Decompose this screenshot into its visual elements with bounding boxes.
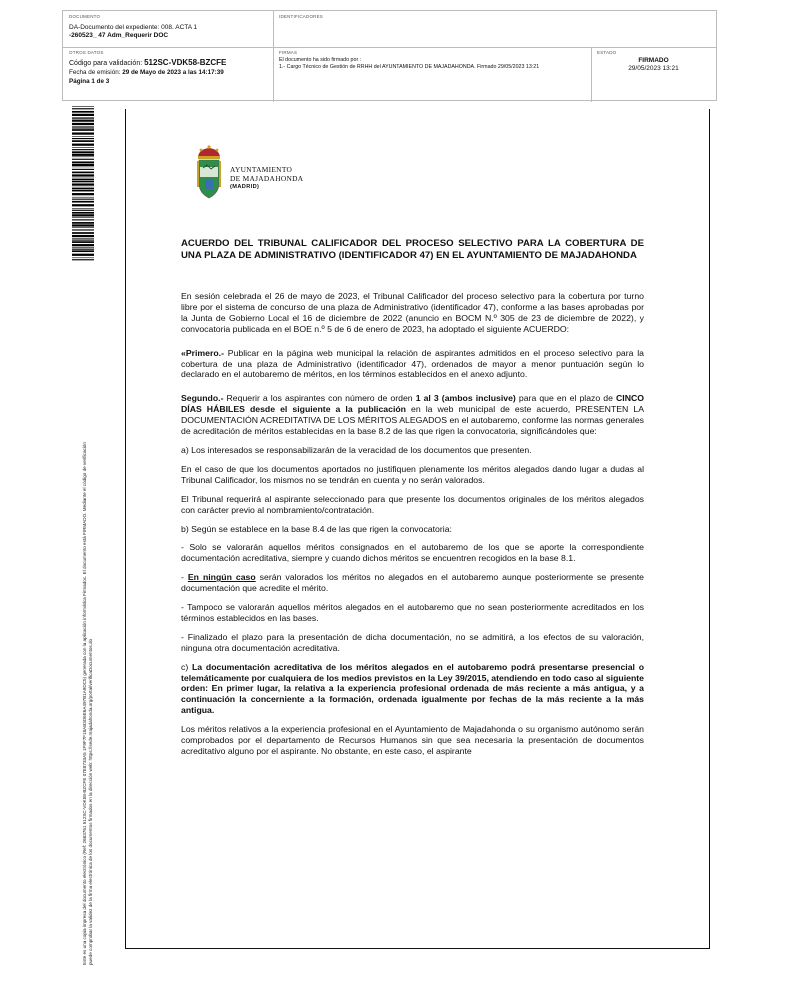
page-number: Página 1 de 3 bbox=[69, 78, 110, 85]
org-line-2: DE MAJADAHONDA bbox=[230, 174, 304, 184]
verification-line-1: Este es una copia impresa del documento electrónico (Ref: 2683761 512SC-VDK58-BZCFE 07E8733A5 1F9F7F18AB3D6E6A497B1A9DC5) generada con la aplicación informática Firmadoc. El documento está FIRMADO. Mediante el código de verificación bbox=[82, 442, 87, 965]
paragraph-c bbox=[181, 662, 644, 717]
otros-datos-cell bbox=[63, 47, 273, 89]
c-prefix: c) bbox=[181, 661, 192, 672]
segundo-bold-2: CINCO DÍAS HÁBILES desde el siguiente a la publicación bbox=[181, 393, 644, 415]
codigo-prefix: Código para validación: bbox=[69, 60, 145, 67]
primero-label: «Primero.- bbox=[181, 347, 224, 358]
paragraph-a: a) Los interesados se responsabilizarán de la veracidad de los documentos que presenten. bbox=[181, 444, 532, 455]
signature-header-box bbox=[62, 10, 717, 101]
paragraph-solo: - Solo se valorarán aquellos méritos consignados en el autobaremo de los que se aporte la correspondiente documentación acreditativa, siempre y cuando dichos méritos se encuentren recogidos en la base 8.1. bbox=[181, 542, 644, 564]
paragraph-tampoco: - Tampoco se valorarán aquellos méritos alegados en el autobaremo que no sean posteriormente acreditados en los términos establecidos en las bases. bbox=[181, 602, 644, 623]
fecha-prefix: Fecha de emisión: bbox=[69, 69, 123, 76]
identificadores-label: IDENTIFICADORES bbox=[279, 14, 324, 19]
firmas-line-1: El documento ha sido firmado por : bbox=[279, 57, 362, 63]
document-title: ACUERDO DEL TRIBUNAL CALIFICADOR DEL PROCESO SELECTIVO PARA LA COBERTURA DE UNA PLAZA DE ADMINISTRATIVO (IDENTIFICADOR 47) EN EL AYUNTAMIENTO DE MAJADAHONDA bbox=[181, 238, 644, 261]
ningun-text: serán valorados los méritos no alegados en el autobaremo aunque posteriormente se presente documentación que acredite el mérito. bbox=[181, 572, 644, 594]
documento-value-line-1: DA-Documento del expediente: 008. ACTA 1 bbox=[69, 24, 198, 31]
estado-cell bbox=[591, 47, 716, 76]
org-line-1: AYUNTAMIENTO bbox=[230, 165, 293, 174]
ningun-underlined: En ningún caso bbox=[187, 572, 256, 583]
paragraph-tribunal: El Tribunal requerirá al aspirante seleccionado para que presente los documentos originales de los méritos alegados con carácter previo al nombramiento/contratación. bbox=[181, 493, 644, 515]
coat-of-arms-icon bbox=[193, 143, 225, 205]
segundo-text-1: Requerir a los aspirantes con número de orden bbox=[223, 393, 416, 404]
segundo-text-3: en la web municipal de este acuerdo, PRESENTEN LA DOCUMENTACIÓN ACREDITATIVA DE LOS MÉRITOS ALEGADOS en el autobaremo, conforme las normas generales de acreditación de méritos establecidas en la base 8.2 de las que rigen la convocatoria, significándoles que: bbox=[181, 404, 644, 437]
emission-date: 29 de Mayo de 2023 a las 14:17:39 bbox=[122, 69, 224, 76]
identificadores-cell bbox=[273, 11, 591, 22]
c-bold-text: La documentación acreditativa de los méritos alegados en el autobaremo podrá presentarse presencial o telemáticamente por cualquiera de los medios previstos en la Ley 39/2015, atendiendo en todo caso al siguiente orden: En primer lugar, la relativa a la experiencia profesional ordenada de más reciente a más antigua, y a continuación la concerniente a la formación, ordenada igualmente por fechas de la más reciente a la más antigua. bbox=[181, 661, 644, 716]
paragraph-meritos: Los méritos relativos a la experiencia profesional en el Ayuntamiento de Majadahonda o su organismo autónomo serán comprobados por el departamento de Recursos Humanos sin que sea necesaria la presentación de documentos acreditativo alguno por el aspirante. No obstante, en este caso, el aspirante bbox=[181, 724, 644, 756]
document-body bbox=[181, 238, 644, 765]
barcode-icon bbox=[72, 106, 94, 261]
firmas-line-2: 1.- Cargo Técnico de Gestión de RRHH del AYUNTAMIENTO DE MAJADAHONDA. Firmado 29/05/2023 13:21 bbox=[279, 64, 540, 70]
verification-side-text bbox=[82, 275, 95, 965]
paragraph-ningun-caso bbox=[181, 572, 644, 594]
primero-paragraph bbox=[181, 348, 644, 381]
segundo-paragraph bbox=[181, 393, 644, 437]
estado-date: 29/05/2023 13:21 bbox=[628, 65, 679, 72]
validation-code: 512SC-VDK58-BZCFE bbox=[144, 58, 227, 67]
paragraph-b: b) Según se establece en la base 8.4 de las que rigen la convocatoria: bbox=[181, 523, 452, 534]
documento-value-line-2: -260523_ 47 Adm_Requerir DOC bbox=[69, 32, 169, 39]
segundo-label: Segundo.- bbox=[181, 393, 224, 404]
organization-name bbox=[230, 165, 303, 193]
paragraph-caso: En el caso de que los documentos aportados no justifiquen plenamente los méritos alegados dando lugar a dudas al Tribunal Calificador, los mismos no se tendrán en cuenta y no serán valorados. bbox=[181, 463, 644, 485]
paragraph-finalizado: - Finalizado el plazo para la presentación de dicha documentación, no se admitirá, a los efectos de su valoración, ninguna otra documentación acreditativa. bbox=[181, 631, 644, 653]
firmas-label: FIRMAS bbox=[279, 50, 298, 55]
org-line-3: (MADRID) bbox=[230, 184, 260, 191]
ningun-prefix: - bbox=[181, 572, 188, 583]
verification-line-2: puede comprobar la validez de la firma electrónica de los documentos firmados en la dirección web: https://sede.majadahonda.org/portal/verificaDocumentos.do bbox=[88, 638, 94, 965]
documento-label: DOCUMENTO bbox=[69, 14, 101, 19]
documento-cell bbox=[63, 11, 273, 43]
estado-value: FIRMADO bbox=[638, 57, 669, 64]
otros-datos-label: OTROS DATOS bbox=[69, 50, 104, 55]
estado-label: ESTADO bbox=[597, 50, 617, 55]
primero-text: Publicar en la página web municipal la relación de aspirantes admitidos en el proceso selectivo para la cobertura de una plaza de Administrativo (identificador 47), ordenados de mayor a menor puntuación según lo declarado en el autobaremo de méritos, en los términos establecidos en el anexo adjunto. bbox=[181, 347, 644, 380]
intro-paragraph: En sesión celebrada el 26 de mayo de 2023, el Tribunal Calificador del proceso selectivo para la cobertura por turno libre por el sistema de concurso de una plaza de Administrativo (identificador 47), conforme a las bases aprobadas por la Junta de Gobierno Local el 16 de diciembre de 2022 (anuncio en BOCM N.º 305 de 23 de diciembre de 2022), y convocatoria publicada en el BOE n.º 5 de 6 de enero de 2023, ha adoptado el siguiente ACUERDO: bbox=[181, 291, 644, 334]
segundo-bold-1: 1 al 3 (ambos inclusive) bbox=[415, 393, 516, 404]
firmas-cell bbox=[273, 47, 591, 74]
segundo-text-2: para que en el plazo de bbox=[515, 393, 616, 404]
